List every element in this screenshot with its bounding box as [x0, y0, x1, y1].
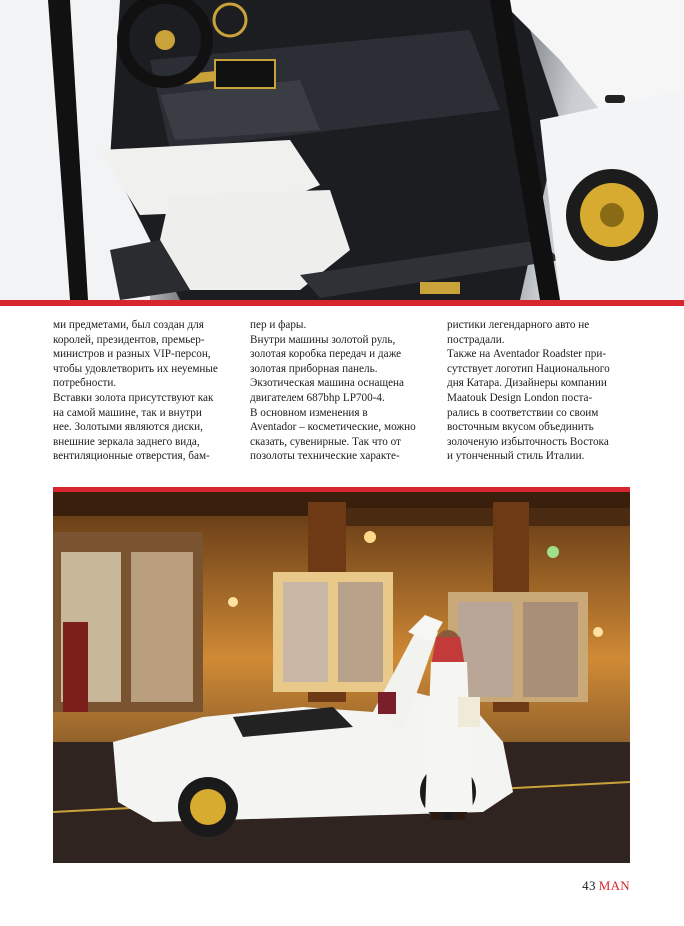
- article-column-2: [250, 318, 428, 464]
- red-divider-top: [0, 300, 684, 306]
- magazine-name: MAN: [598, 878, 630, 893]
- car-street-photo: [53, 492, 630, 863]
- article-column-1-text: ми предметами, был создан для королей, президентов, премьер- министров и разных VIP-персон, чтобы удовлетворить их неуемные потребности. Вставки золота присутствуют как на самой машине, так и внутри нее. Золотыми являются диски, внешние зеркала заднего вида, вентиляционные отверстия, бам-: [53, 319, 218, 463]
- car-interior-photo: [0, 0, 684, 300]
- page-folio: [582, 878, 630, 894]
- article-column-1: [53, 318, 231, 464]
- article-column-2-text: пер и фары. Внутри машины золотой руль, золотая коробка передач и даже золотая приборная панель. Экзотическая машина оснащена двигателем 687bhp LP700-4. В основном изменения в Aventador – косметические, можно сказать, сувенирные. Так что от позолоты технические характе-: [250, 319, 416, 463]
- article-column-3-text: ристики легендарного авто не пострадали. Также на Aventador Roadster при- сутствует логотип Национального дня Катара. Дизайнеры компании Maatouk Design London поста- рались в соответствии со своим восточным вкусом объединить золоченую избыточность Востока и утонченный стиль Италии.: [447, 319, 610, 463]
- article-column-3: [447, 318, 625, 464]
- page-number: 43: [582, 878, 596, 893]
